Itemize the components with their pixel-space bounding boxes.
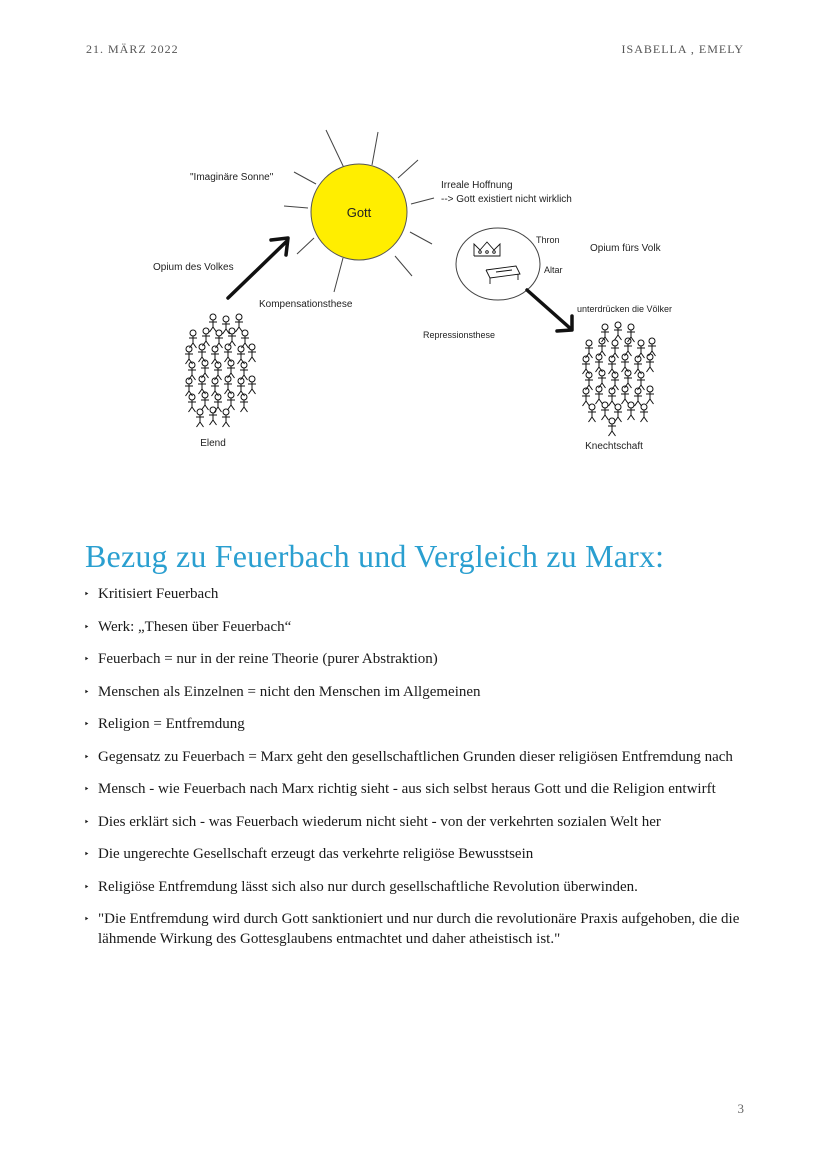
arrow-icon xyxy=(228,238,288,298)
bullet-icon: ‣ xyxy=(84,881,90,892)
bullet-icon: ‣ xyxy=(84,589,90,599)
sun-label: Gott xyxy=(346,205,372,220)
list-item-text: Menschen als Einzelnen = nicht den Menschen im Allgemeinen xyxy=(98,683,481,700)
bullet-list xyxy=(84,584,744,962)
repressionsthese-label: Repressionsthese xyxy=(423,330,496,340)
altar-label: Altar xyxy=(544,265,563,275)
opium-des-volkes-label: Opium des Volkes xyxy=(153,262,234,273)
opium-fuers-volk-label: Opium fürs Volk xyxy=(590,243,661,254)
list-item-text: Die ungerechte Gesellschaft erzeugt das verkehrte religiöse Bewusstsein xyxy=(98,846,534,862)
stick-figure-crowd-icon xyxy=(185,314,256,427)
thron-label: Thron xyxy=(536,235,560,245)
knechtschaft-label: Knechtschaft xyxy=(585,441,643,452)
list-item xyxy=(84,844,744,864)
list-item-text: Dies erklärt sich - was Feuerbach wiederum nicht sieht - von der verkehrten sozialen Welt her xyxy=(98,813,661,830)
list-item-text: Religion = Entfremdung xyxy=(98,716,245,732)
section-title: Bezug zu Feuerbach und Vergleich zu Marx: xyxy=(85,538,665,574)
bullet-icon: ‣ xyxy=(84,849,90,859)
list-item xyxy=(84,779,744,799)
irreal-hope-line1: Irreale Hoffnung xyxy=(441,180,513,191)
bullet-icon: ‣ xyxy=(84,816,90,827)
unterdruecken-label: unterdrücken die Völker xyxy=(577,304,673,314)
list-item-text: Mensch - wie Feuerbach nach Marx richtig sieht - aus sich selbst heraus Gott und die Religion entwirft xyxy=(98,781,716,797)
crown-icon xyxy=(474,242,500,256)
bullet-icon: ‣ xyxy=(84,914,90,924)
list-item xyxy=(84,584,744,604)
header-date: 21. MÄRZ 2022 xyxy=(86,42,179,56)
altar-icon xyxy=(486,266,520,284)
marx-religion-diagram xyxy=(0,0,828,500)
list-item xyxy=(84,682,744,702)
bullet-icon: ‣ xyxy=(84,686,90,697)
list-item xyxy=(84,812,744,832)
list-item xyxy=(84,747,744,767)
list-item-text: Feuerbach = nur in der reine Theorie (purer Abstraktion) xyxy=(98,651,438,667)
bullet-icon: ‣ xyxy=(84,784,90,794)
header-authors: ISABELLA , EMELY xyxy=(621,42,744,56)
list-item xyxy=(84,649,744,669)
list-item xyxy=(84,909,744,949)
bullet-icon: ‣ xyxy=(84,621,90,632)
bullet-icon: ‣ xyxy=(84,654,90,664)
arrow-icon xyxy=(527,290,572,331)
bullet-icon: ‣ xyxy=(84,751,90,762)
list-item-text: Werk: „Thesen über Feuerbach“ xyxy=(98,618,292,635)
bullet-icon: ‣ xyxy=(84,719,90,729)
page-number: 3 xyxy=(737,1101,744,1116)
imaginary-sun-label: "Imaginäre Sonne" xyxy=(190,172,274,183)
list-item-text: Gegensatz zu Feuerbach = Marx geht den gesellschaftlichen Grunden dieser religiösen Entfremdung nach xyxy=(98,748,733,765)
list-item-text: Religiöse Entfremdung lässt sich also nur durch gesellschaftliche Revolution überwinden. xyxy=(98,878,638,895)
stick-figure-crowd-icon xyxy=(582,322,656,436)
elend-label: Elend xyxy=(200,438,226,449)
irreal-hope-line2: --> Gott existiert nicht wirklich xyxy=(441,194,572,205)
list-item xyxy=(84,617,744,637)
kompensationsthese-label: Kompensationsthese xyxy=(259,299,353,310)
list-item-text: "Die Entfremdung wird durch Gott sanktioniert und nur durch die revolutionäre Praxis aufgehoben, die die lähmende Wirkung des Gottesglaubens entmachtet und daher atheistisch ist." xyxy=(98,911,740,947)
list-item xyxy=(84,877,744,897)
list-item-text: Kritisiert Feuerbach xyxy=(98,586,219,602)
list-item xyxy=(84,714,744,734)
